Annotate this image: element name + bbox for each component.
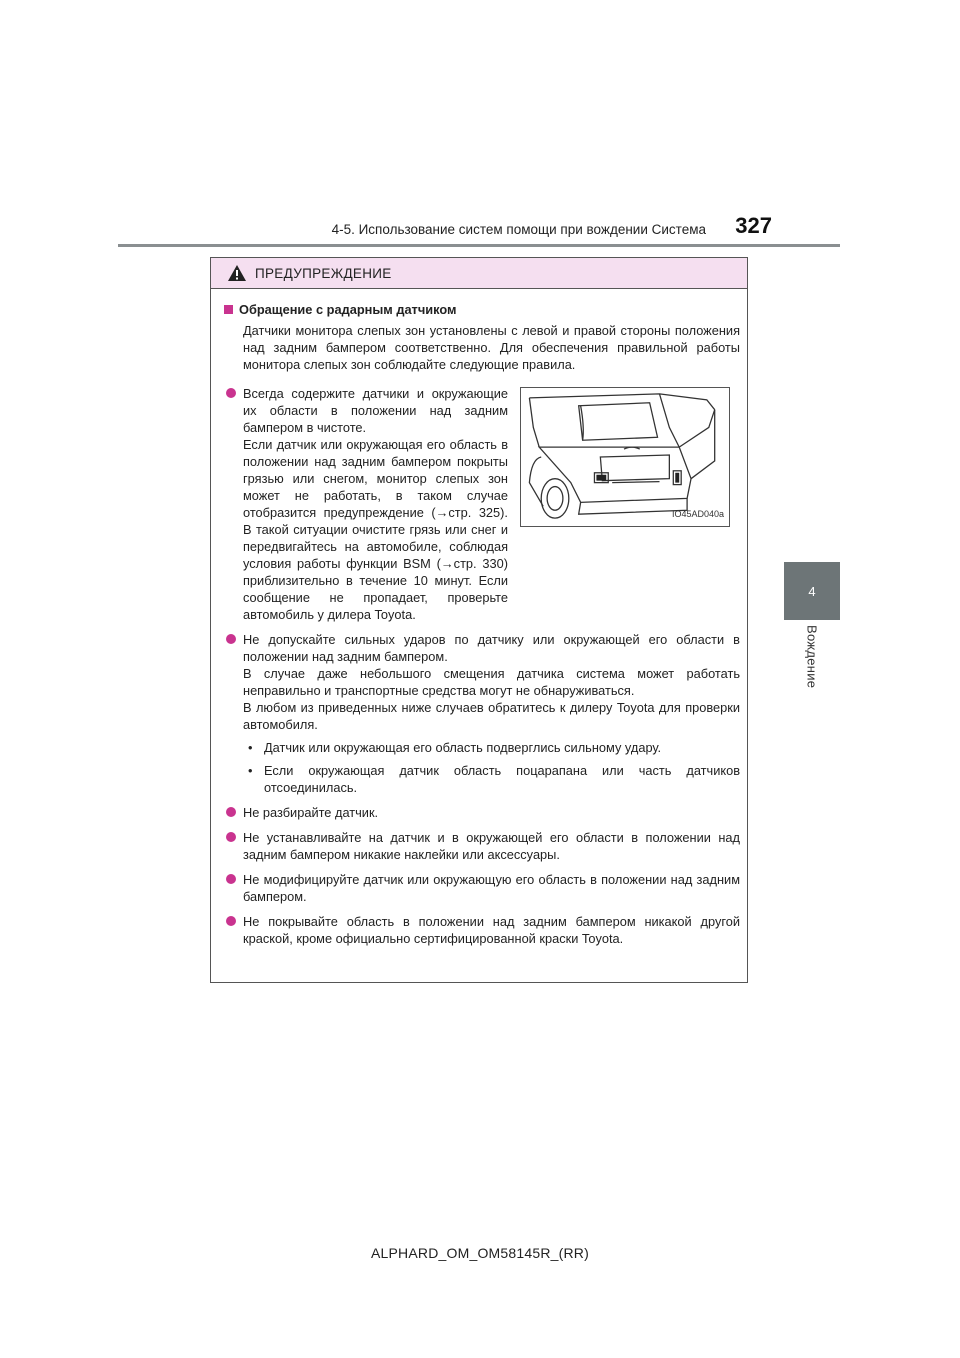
bullet-dot-icon: [226, 807, 236, 817]
sub-item-text: Датчик или окружающая его область подверглись сильному удару.: [264, 740, 662, 755]
header-section-title: 4-5. Использование систем помощи при вождении Система: [331, 222, 706, 237]
page-number: 327: [735, 213, 772, 238]
vehicle-rear-illustration: [520, 387, 730, 527]
image-code: IO45AD040a: [671, 509, 724, 519]
list-item: [224, 385, 508, 623]
intro-paragraph: Датчики монитора слепых зон установлены с левой и правой стороны положения над задним бампером соответственно. Для обеспечения правильной работы монитора слепых зон соблюдайте следующие правила.: [243, 323, 740, 372]
chapter-label: Вождение: [804, 625, 820, 689]
list-item: [224, 829, 740, 863]
header-divider: [118, 244, 840, 247]
list-item: [224, 631, 740, 796]
warning-content: [211, 289, 747, 947]
warning-triangle-icon: [227, 264, 247, 282]
sub-item-text: Если окружающая датчик область поцарапана или часть датчиков отсоединилась.: [264, 763, 740, 795]
bullet-text: Не разбирайте датчик.: [243, 805, 379, 820]
section-heading-text: Обращение с радарным датчиком: [239, 302, 457, 317]
sub-bullet-icon: •: [248, 740, 253, 755]
bullet-with-image: [224, 385, 740, 631]
bullet-text: В случае даже небольшого смещения датчика система может работать неправильно и транспортные средства могут не обнаруживаться.: [243, 666, 740, 698]
chapter-tab: [784, 562, 840, 620]
list-item: [224, 804, 740, 821]
square-bullet-icon: [224, 305, 233, 314]
chapter-number: 4: [808, 583, 816, 599]
bullet-text: Всегда содержите датчики и окружающие их области в положении над задним бампером в чистоте.: [243, 386, 508, 435]
bullet-dot-icon: [226, 874, 236, 884]
sub-item: [243, 762, 740, 796]
warning-title: ПРЕДУПРЕЖДЕНИЕ: [255, 265, 392, 281]
bullet-text: Не модифицируйте датчик или окружающую его область в положении над задним бампером.: [243, 872, 740, 904]
bullet-text: Если датчик или окружающая его область в положении над задним бампером покрыты грязью или снегом, монитор слепых зон может не работать, в таком случае отобразится предупреждение (→стр. 325). В такой ситуации очистите грязь или снег и передвигайтесь на автомобиле, соблюдая условия работы функции BSM (→стр. 330) приблизительно в течение 10 минут. Если сообщение не пропадает, проверьте автомобиль у дилера Toyota.: [243, 437, 508, 622]
sub-bullet-icon: •: [248, 763, 253, 778]
sub-item: [243, 739, 740, 756]
bullet-text: В любом из приведенных ниже случаев обратитесь к дилеру Toyota для проверки автомобиля.: [243, 700, 740, 732]
bullet-text: Не устанавливайте на датчик и в окружающей его области в положении над задним бампером никакие наклейки или аксессуары.: [243, 830, 740, 862]
footer-doc-code: ALPHARD_OM_OM58145R_(RR): [371, 1245, 589, 1261]
bullet-text: Не допускайте сильных ударов по датчику или окружающей его области в положении над задним бампером.: [243, 632, 740, 664]
bullet-dot-icon: [226, 634, 236, 644]
list-item: [224, 871, 740, 905]
list-item: [224, 913, 740, 947]
bullet-dot-icon: [226, 916, 236, 926]
bullet-dot-icon: [226, 388, 236, 398]
warning-header: [211, 258, 747, 289]
chapter-label-container: [784, 622, 840, 692]
section-heading: [224, 301, 740, 318]
warning-box: [210, 257, 748, 983]
bullet-dot-icon: [226, 832, 236, 842]
bullet-text: Не покрывайте область в положении над задним бампером никакой другой краской, кроме официально сертифицированной краски Toyota.: [243, 914, 740, 946]
